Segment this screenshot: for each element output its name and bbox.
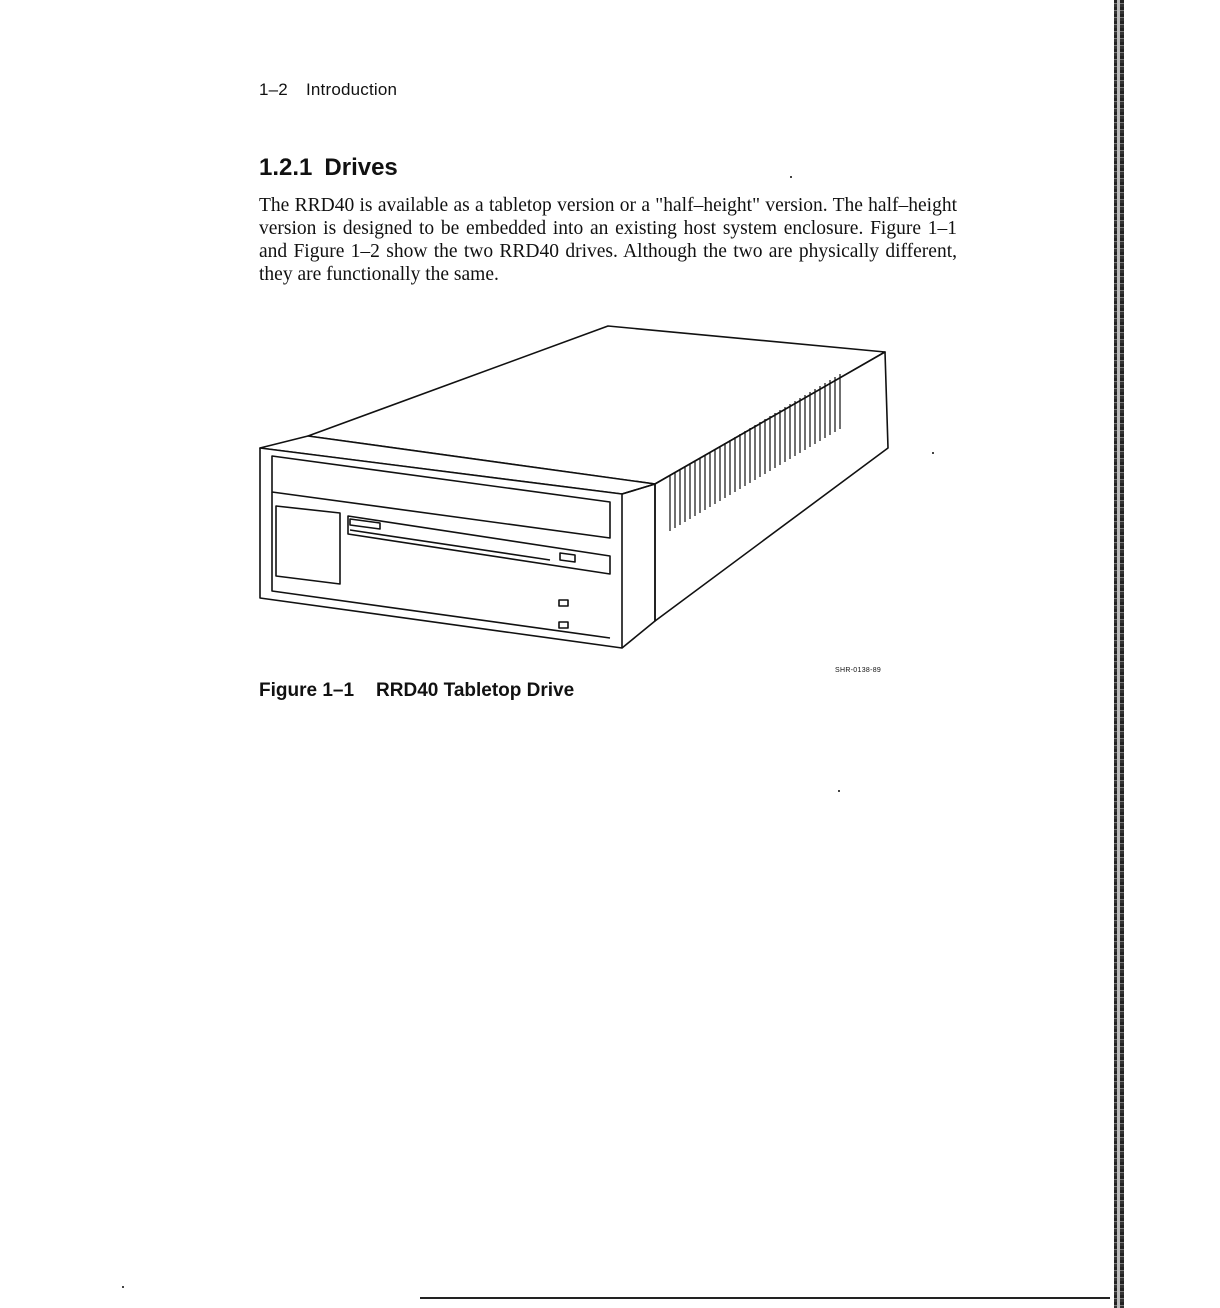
section-number: 1.2.1 <box>259 154 313 181</box>
scan-edge-inner <box>1117 0 1120 1308</box>
rrd40-tabletop-drive-illustration <box>250 316 950 666</box>
page-number: 1–2 <box>259 80 288 99</box>
bottom-rule <box>420 1297 1110 1299</box>
figure-caption <box>259 680 574 702</box>
figure-code: SHR-0138-89 <box>835 667 882 674</box>
running-head <box>259 80 397 100</box>
chapter-title: Introduction <box>305 80 398 99</box>
speck <box>122 1286 124 1288</box>
figure-number: Figure 1–1 <box>259 680 355 701</box>
figure-title: RRD40 Tabletop Drive <box>376 680 575 701</box>
section-title: Drives <box>324 154 398 181</box>
speck <box>790 176 792 178</box>
body-paragraph: The RRD40 is available as a tabletop version or a "half–height" version. The half–height version is designed to be embedded into an existing host system enclosure. Figure 1–1 and Figure 1–2 show the two RRD40 drives. Although the two are physically different, they are functionally the same. <box>259 195 957 285</box>
section-heading <box>259 154 398 182</box>
speck <box>838 790 840 792</box>
speck <box>932 452 934 454</box>
